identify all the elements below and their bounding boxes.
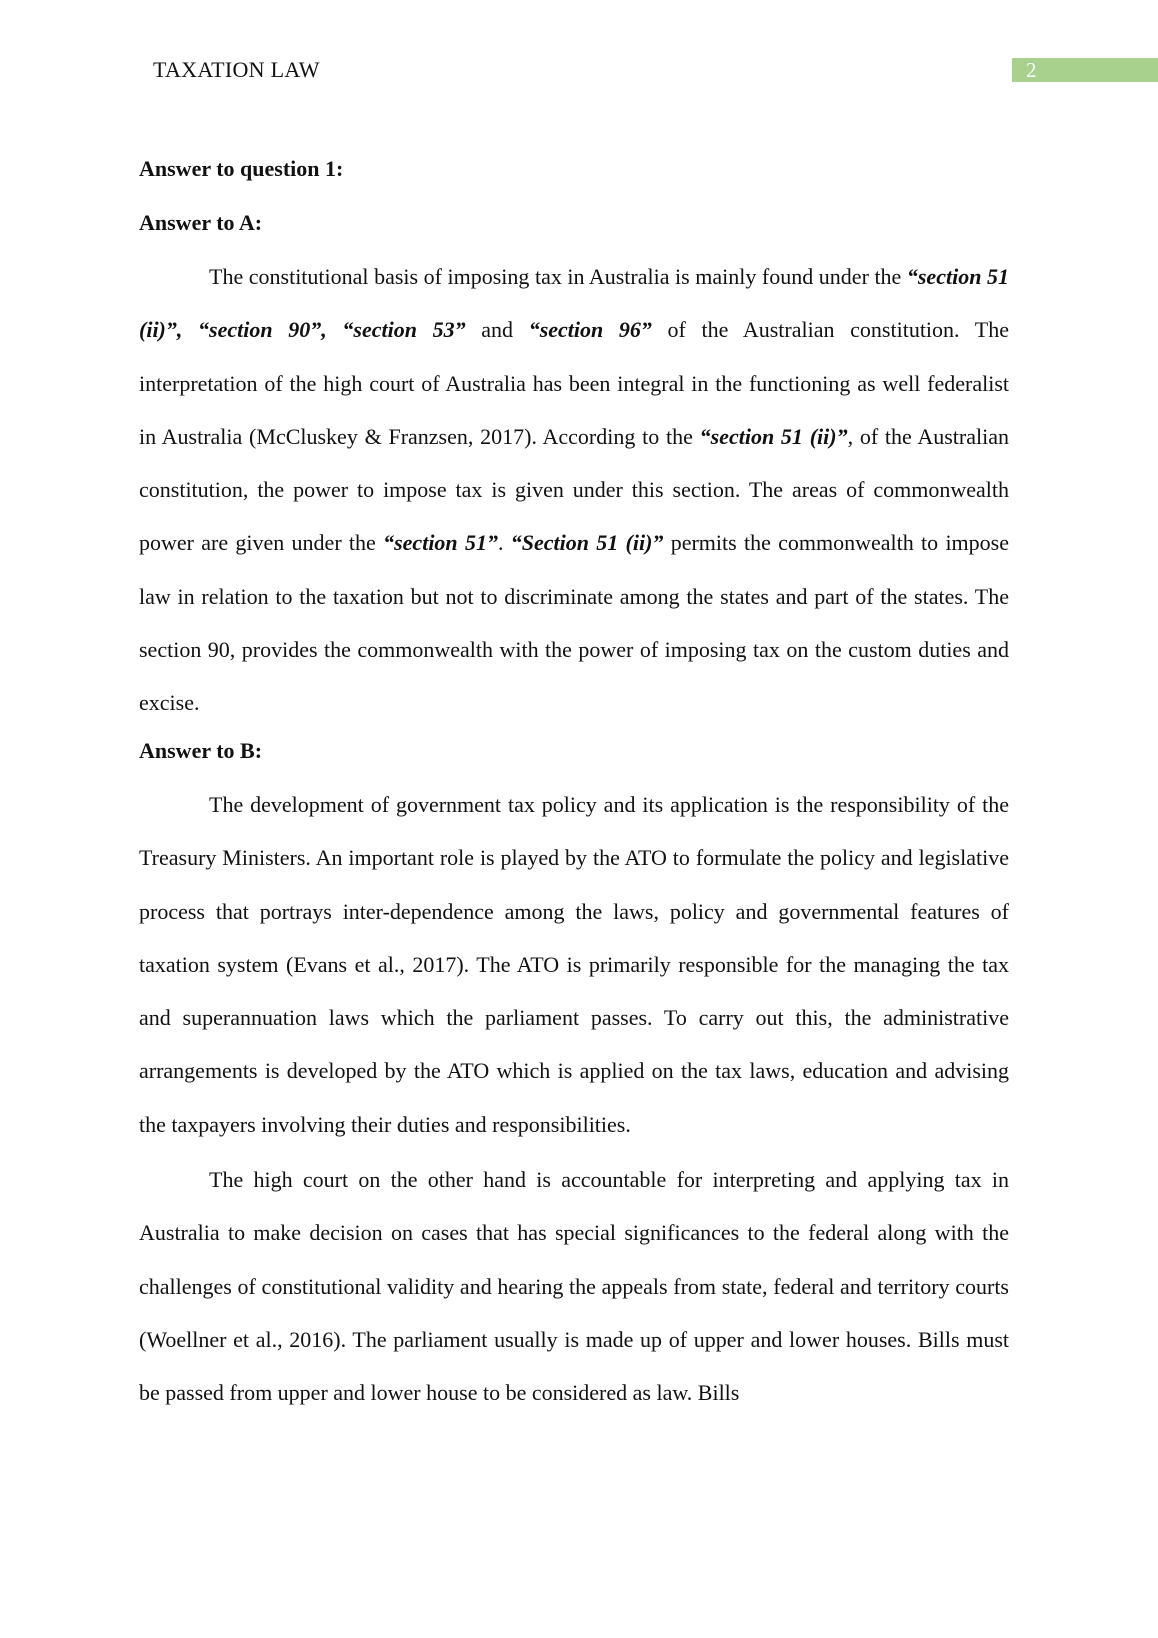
answer-b-paragraph-2: The high court on the other hand is accountable for interpreting and applying tax in Australia to make decision on cases that has special significances to the federal along with the challenges of constitutional validity and hearing the appeals from state, federal and territory courts (Woellner et al., 2016). The parliament usually is made up of upper and lower houses. Bills must be passed from upper and lower house to be considered as law. Bills bbox=[139, 1167, 1009, 1406]
answer-b-heading: Answer to B: bbox=[139, 738, 263, 763]
section-reference: “section 96” bbox=[528, 317, 652, 343]
text-run: . bbox=[497, 530, 511, 556]
text-run: The constitutional basis of imposing tax in Australia is mainly found under the bbox=[209, 264, 907, 289]
question-heading: Answer to question 1: bbox=[139, 156, 344, 181]
section-reference: “section 51 (ii)” bbox=[699, 423, 848, 449]
section-reference: “Section 51 (ii)” bbox=[510, 530, 664, 556]
answer-a-heading: Answer to A: bbox=[139, 210, 263, 235]
section-reference: “section 51” bbox=[383, 530, 498, 556]
page-number: 2 bbox=[1026, 58, 1037, 82]
text-run: and bbox=[465, 317, 529, 343]
text-run: of the Australian constitution. The interpretation of the high court of Australia has been integral in the functioning as well federalist in Australia (McCluskey & Franzsen, 2017). According to the bbox=[139, 317, 1010, 449]
section-reference: “section 51 (ii)”, “section 90”, “section 53” bbox=[139, 264, 1009, 343]
header-title: TAXATION LAW bbox=[153, 57, 320, 82]
answer-b-paragraph-1: The development of government tax policy and its application is the responsibility of the Treasury Ministers. An important role is played by the ATO to formulate the policy and legislative process that portrays inter-dependence among the laws, policy and governmental features of taxation system (Evans et al., 2017). The ATO is primarily responsible for the managing the tax and superannuation laws which the parliament passes. To carry out this, the administrative arrangements is developed by the ATO which is applied on the tax laws, education and advising the taxpayers involving their duties and responsibilities. bbox=[139, 792, 1009, 1137]
answer-a-paragraph bbox=[139, 250, 1009, 730]
page-number-box bbox=[1012, 58, 1158, 82]
text-run: , of the Australian constitution, the power to impose tax is given under this section. The areas of commonwealth power are given under the bbox=[139, 423, 1009, 556]
text-run: permits the commonwealth to impose law in relation to the taxation but not to discriminate among the states and part of the states. The section 90, provides the commonwealth with the power of imposing tax on the custom duties and excise. bbox=[139, 530, 1009, 716]
